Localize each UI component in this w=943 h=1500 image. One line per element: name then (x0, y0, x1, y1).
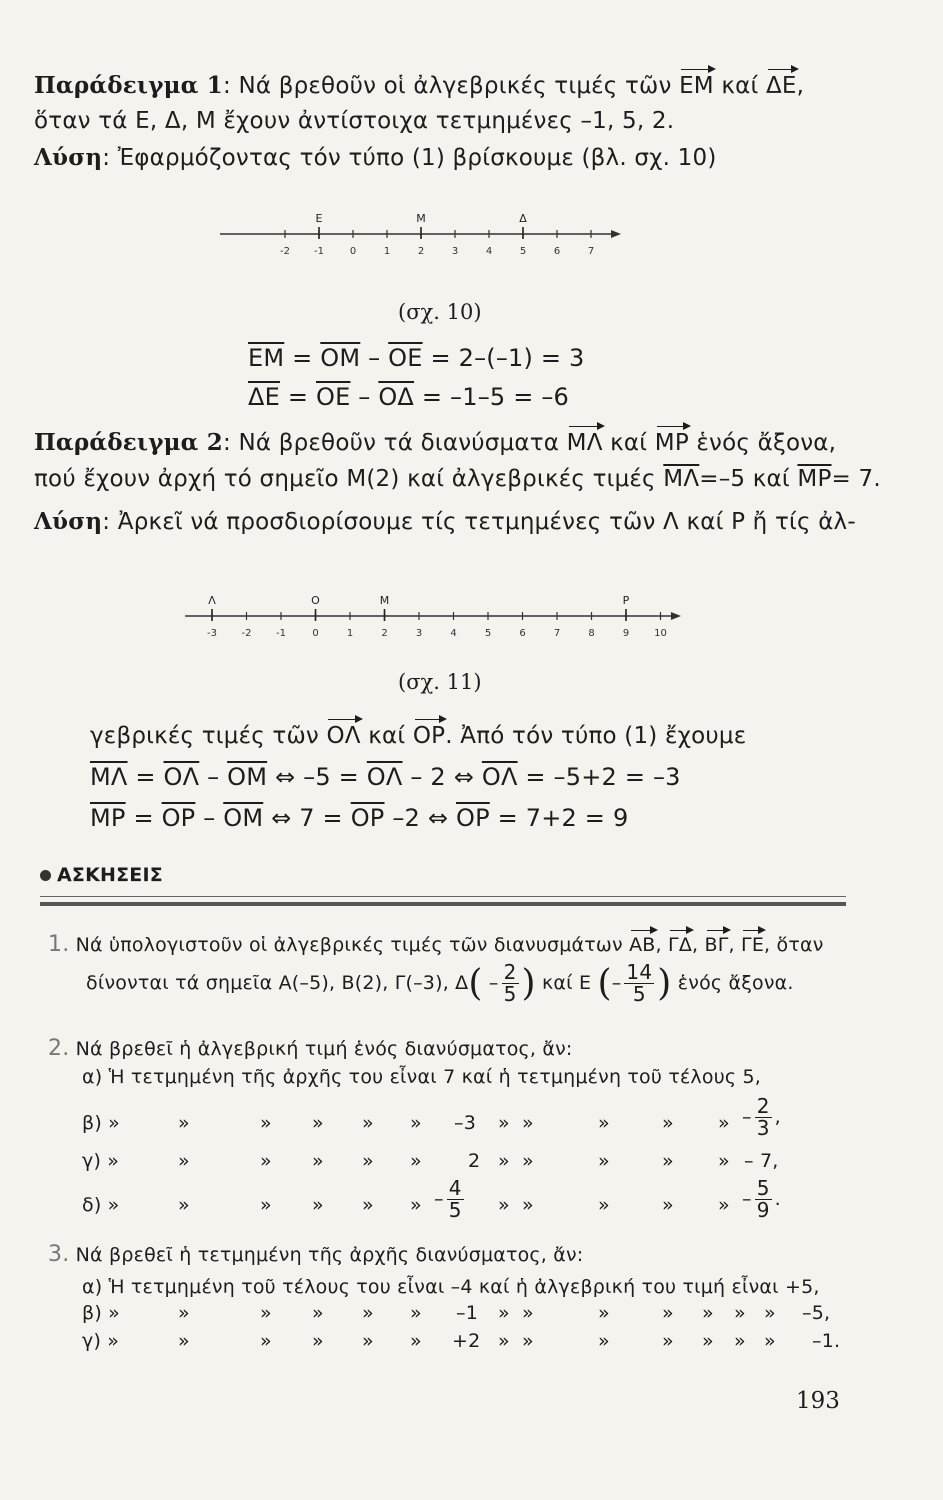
solution-text: : Ἐφαρμόζοντας τόν τύπο (1) βρίσκουμε (βλ. σχ. 10) (102, 145, 717, 171)
point-label: M (416, 212, 426, 225)
comma: , (796, 73, 805, 99)
ditto-mark: » (702, 1330, 714, 1352)
period: . (774, 1188, 781, 1210)
example2-line2-text: πού ἔχουν ἀρχή τό σημεῖο Μ(2) καί ἀλγεβρικές τιμές (34, 466, 656, 492)
ditto-mark: » (410, 1112, 422, 1134)
row-label: γ) » (82, 1150, 120, 1172)
equation-em (248, 344, 585, 372)
solution-label: Λύση (34, 508, 103, 535)
end-value: – 7, (744, 1150, 779, 1172)
example2-line4 (90, 723, 746, 749)
ditto-mark: » (764, 1330, 776, 1352)
ol-value: $\overline{O\Lambda}$ (366, 763, 403, 791)
ditto-mark: » (598, 1330, 610, 1352)
numerator: 2 (503, 960, 517, 984)
ditto-mark: » (178, 1112, 190, 1134)
exercise-3-intro (48, 1242, 583, 1267)
minus-sign: – (358, 383, 371, 411)
ditto-mark: » (362, 1112, 374, 1134)
end-value (742, 1096, 781, 1139)
ditto-mark: » (662, 1194, 674, 1216)
ditto-mark: » (312, 1112, 324, 1134)
example1-line2: ὅταν τά Ε, Δ, Μ ἔχουν ἀντίστοιχα τετμημένες –1, 5, 2. (34, 108, 675, 134)
ditto-mark: » (312, 1302, 324, 1324)
exercise-1-line2 (86, 962, 794, 1005)
line4-text-end: . Ἀπό τόν τύπο (1) ἔχουμε (445, 723, 747, 749)
and-word: καί (368, 723, 406, 749)
tick-label: -3 (207, 628, 217, 639)
equation-result: = 2–(–1) = 3 (430, 344, 585, 372)
op-value: $\overline{OP}$ (455, 804, 490, 832)
vector-ml: MΛ (566, 430, 603, 456)
eq-sign: = (133, 804, 154, 832)
tick-label: 2 (381, 628, 388, 639)
ditto-mark: » (178, 1330, 190, 1352)
paren: ( (597, 963, 612, 1004)
ditto-mark: » (598, 1194, 610, 1216)
tick-label: 6 (519, 628, 526, 639)
ditto-mark: » (598, 1302, 610, 1324)
exercise-3a: α) Ἡ τετμημένη τοῦ τέλους του εἶναι –4 καί ἡ ἀλγεβρική του τιμή εἶναι +5, (82, 1276, 820, 1298)
numerator: 4 (448, 1176, 462, 1200)
od-value: $\overline{O\Delta}$ (378, 383, 415, 411)
eq-sign: = (135, 763, 156, 791)
exercise-text-end: ἑνός ἄξονα. (677, 972, 794, 994)
axis-arrow-icon (611, 230, 621, 238)
ditto-mark: » (498, 1330, 510, 1352)
ditto-mark: » (522, 1112, 534, 1134)
exercise-text: Νά βρεθεῖ ἡ ἀλγεβρική τιμή ἑνός διανύσματος, ἄν: (75, 1038, 573, 1060)
eq-sign: = (292, 344, 313, 372)
ol-value: $\overline{O\Lambda}$ (163, 763, 200, 791)
tick-label: 3 (451, 246, 459, 257)
example2-text: : Νά βρεθοῦν τά διανύσματα (223, 430, 560, 456)
op-value: $\overline{OP}$ (350, 804, 385, 832)
ml-value: $\overline{M\Lambda}$ (663, 466, 700, 492)
tick-label: 1 (346, 628, 354, 639)
divider (40, 902, 846, 906)
exercise-2-intro (48, 1036, 573, 1061)
exercise-number: 3. (48, 1242, 70, 1267)
exercise-3b (82, 1302, 842, 1330)
ditto-mark: » (312, 1330, 324, 1352)
mp-value: $\overline{MP}$ (797, 466, 832, 492)
minus-sign: – (434, 1188, 444, 1210)
exercise-number: 2. (48, 1036, 70, 1061)
ditto-mark: » (410, 1302, 422, 1324)
point-label: M (379, 594, 390, 607)
ditto-mark: » (764, 1302, 776, 1324)
ditto-mark: » (662, 1302, 674, 1324)
equation-mid: – 2 (410, 763, 446, 791)
ditto-mark: » (718, 1112, 730, 1134)
exercise-number: 1. (48, 932, 70, 957)
vector-em: EM (679, 73, 714, 99)
ol-value: $\overline{O\Lambda}$ (481, 763, 518, 791)
vector-ol: OΛ (326, 723, 361, 749)
start-value: –3 (454, 1112, 476, 1134)
ditto-mark: » (260, 1302, 272, 1324)
equation-result: = –1–5 = –6 (421, 383, 570, 411)
exercise-1-line1 (48, 932, 824, 957)
equation-mp (90, 804, 628, 832)
numerator: 14 (626, 960, 653, 984)
value: +2 (452, 1330, 481, 1352)
figure-10-caption: (σχ. 10) (398, 300, 482, 324)
iff-sign: ⇔ (274, 763, 296, 791)
iff-sign: ⇔ (271, 804, 292, 832)
ditto-mark: » (522, 1302, 534, 1324)
equation-mid: 7 = (299, 804, 343, 832)
ml-number: =–5 καί (699, 466, 790, 492)
vector-bg: ΒΓ (704, 934, 729, 956)
om-value: $\overline{OM}$ (227, 763, 268, 791)
comma: , (764, 934, 771, 956)
tick-label: 1 (383, 246, 391, 257)
point-label: Δ (519, 212, 527, 225)
tick-label: -1 (276, 628, 286, 639)
denominator: 5 (632, 982, 646, 1006)
end-value: –1. (812, 1330, 841, 1352)
ditto-mark: » (498, 1112, 510, 1134)
vector-ab: AB (629, 934, 656, 956)
divider (40, 896, 846, 897)
page-number: 193 (796, 1388, 840, 1414)
ditto-mark: » (522, 1150, 534, 1172)
end-value (742, 1178, 781, 1221)
ditto-mark: » (362, 1150, 374, 1172)
tick-label: -1 (314, 246, 324, 257)
vector-de: ΔΕ (766, 73, 797, 99)
row-label: δ) » (82, 1194, 120, 1216)
exercise-text: Νά ὑπολογιστοῦν οἱ ἀλγεβρικές τιμές τῶν διανυσμάτων (75, 934, 623, 956)
equation-ml (90, 763, 681, 791)
tick-label: 0 (312, 628, 319, 639)
oe-value: $\overline{OE}$ (315, 383, 351, 411)
ditto-mark: » (410, 1330, 422, 1352)
ditto-mark: » (702, 1302, 714, 1324)
minus-sign: – (611, 972, 622, 994)
exercise-text: Νά βρεθεῖ ἡ τετμημένη τῆς ἀρχῆς διανύσματος, ἄν: (75, 1244, 584, 1266)
point-label: Λ (208, 594, 216, 607)
denominator: 5 (448, 1198, 462, 1222)
fraction (755, 1096, 772, 1139)
ditto-mark: » (312, 1150, 324, 1172)
ditto-mark: » (362, 1302, 374, 1324)
tick-label: 0 (349, 246, 357, 257)
example1-text: : Νά βρεθοῦν οἱ ἀλγεβρικές τιμές τῶν (223, 73, 672, 99)
exercises-heading-text: ΑΣΚΗΣΕΙΣ (57, 864, 163, 886)
ditto-mark: » (498, 1194, 510, 1216)
ditto-mark: » (260, 1150, 272, 1172)
tick-label: 3 (415, 628, 423, 639)
tick-label: 6 (553, 246, 561, 257)
op-value: $\overline{OP}$ (161, 804, 196, 832)
ditto-mark: » (178, 1150, 190, 1172)
comma: , (728, 934, 735, 956)
solution-text: : Ἀρκεῖ νά προσδιορίσουμε τίς τετμημένες τῶν Λ καί Ρ ἤ τίς ἀλ- (102, 509, 856, 535)
equation-result: = 7+2 = 9 (497, 804, 629, 832)
ditto-mark: » (718, 1150, 730, 1172)
ditto-mark: » (260, 1330, 272, 1352)
comma: , (655, 934, 662, 956)
em-value: $\overline{EM}$ (248, 344, 285, 372)
and-word: καί (610, 430, 648, 456)
equation-mid: –5 = (303, 763, 359, 791)
row-label: β) » (82, 1112, 121, 1134)
comma: , (692, 934, 699, 956)
ditto-mark: » (498, 1302, 510, 1324)
eq-sign: = (287, 383, 309, 411)
numerator: 2 (756, 1094, 770, 1118)
start-value: 2 (468, 1150, 481, 1172)
tick-label: 8 (588, 628, 595, 639)
row-label: β) » (82, 1302, 121, 1324)
tick-label: -2 (241, 628, 252, 639)
tick-label: 4 (485, 246, 493, 257)
ditto-mark: » (522, 1194, 534, 1216)
ditto-mark: » (734, 1330, 746, 1352)
paren: ( (468, 963, 483, 1004)
numerator: 5 (756, 1176, 770, 1200)
vector-gd: ΓΔ (668, 934, 693, 956)
example2-line1 (34, 429, 836, 456)
minus-sign: – (203, 804, 216, 832)
fraction (447, 1178, 464, 1221)
exercises-heading (40, 864, 163, 886)
ditto-mark: » (598, 1112, 610, 1134)
exercise-2c (82, 1150, 842, 1180)
minus-sign: – (368, 344, 381, 372)
point-label: P (622, 594, 630, 607)
example2-line2 (34, 466, 881, 492)
end-value: –5, (802, 1302, 831, 1324)
example2-solution (34, 508, 856, 535)
de-value: $\overline{\Delta E}$ (248, 383, 280, 411)
tick-label: 10 (654, 628, 667, 639)
solution-label: Λύση (34, 144, 103, 171)
ditto-mark: » (662, 1112, 674, 1134)
denominator: 9 (756, 1198, 770, 1222)
point-label: E (315, 212, 323, 225)
minus-sign: – (742, 1188, 752, 1210)
om-value: $\overline{OM}$ (320, 344, 361, 372)
minus-sign: – (207, 763, 220, 791)
axis-arrow-icon (671, 612, 681, 620)
number-line-figure-11 (180, 586, 690, 646)
equation-result: = –5+2 = –3 (525, 763, 681, 791)
fraction (502, 962, 519, 1005)
exercise-2b (82, 1094, 842, 1142)
paren: ) (657, 963, 672, 1004)
mp-number: = 7. (831, 466, 881, 492)
ditto-mark: » (260, 1112, 272, 1134)
ditto-mark: » (410, 1194, 422, 1216)
ditto-mark: » (662, 1150, 674, 1172)
mp-value: $\overline{MP}$ (90, 804, 126, 832)
ditto-mark: » (260, 1194, 272, 1216)
example1-label: Παράδειγμα 1 (34, 72, 223, 99)
example1-line1 (34, 72, 804, 99)
start-value (434, 1178, 467, 1221)
tick-label: 7 (553, 628, 561, 639)
row-label: γ) » (82, 1330, 120, 1352)
ditto-mark: » (498, 1150, 510, 1172)
and-word: καί (721, 73, 759, 99)
ditto-mark: » (662, 1330, 674, 1352)
minus-sign: – (742, 1106, 752, 1128)
oe-value: $\overline{OE}$ (388, 344, 423, 372)
exercise-3c (82, 1330, 842, 1358)
vector-mp: MP (654, 430, 689, 456)
comma: , (774, 1106, 781, 1128)
exercise-text: καί Ε (542, 972, 592, 994)
denominator: 5 (503, 982, 517, 1006)
tick-label: 5 (519, 246, 527, 257)
ditto-mark: » (734, 1302, 746, 1324)
paren: ) (521, 963, 536, 1004)
exercise-points: δίνονται τά σημεῖα Α(–5), Β(2), Γ(–3), Δ (86, 972, 469, 994)
tick-label: 5 (484, 628, 492, 639)
example2-text-end: ἑνός ἄξονα, (696, 430, 837, 456)
line4-text: γεβρικές τιμές τῶν (90, 723, 319, 749)
fraction (755, 1178, 772, 1221)
example1-solution (34, 144, 717, 171)
equation-de (248, 383, 569, 411)
example2-label: Παράδειγμα 2 (34, 429, 223, 456)
ditto-mark: » (598, 1150, 610, 1172)
tick-label: 4 (450, 628, 457, 639)
figure-11-caption: (σχ. 11) (398, 670, 482, 694)
tick-label: 9 (622, 628, 630, 639)
iff-sign: ⇔ (427, 804, 449, 832)
number-line-figure-10 (215, 204, 635, 264)
tick-label: 2 (417, 246, 425, 257)
exercise-2d (82, 1176, 842, 1224)
ditto-mark: » (522, 1330, 534, 1352)
point-label: O (311, 594, 320, 607)
vector-op: OP (412, 723, 446, 749)
minus-sign: – (488, 972, 499, 994)
bullet-icon (40, 870, 51, 881)
om-value: $\overline{OM}$ (223, 804, 264, 832)
denominator: 3 (756, 1116, 770, 1140)
iff-sign: ⇔ (453, 763, 475, 791)
equation-mid: –2 (392, 804, 420, 832)
ditto-mark: » (362, 1330, 374, 1352)
exercise-2a: α) Ἡ τετμημένη τῆς ἀρχῆς του εἶναι 7 καί ἡ τετμημένη τοῦ τέλους 5, (82, 1066, 762, 1088)
ditto-mark: » (312, 1194, 324, 1216)
tick-label: 7 (587, 246, 595, 257)
exercise-text-end: ὅταν (776, 934, 824, 956)
ditto-mark: » (178, 1302, 190, 1324)
fraction (624, 962, 654, 1005)
ditto-mark: » (410, 1150, 422, 1172)
vector-ge: ΓΕ (741, 934, 765, 956)
tick-label: -2 (280, 246, 290, 257)
ditto-mark: » (718, 1194, 730, 1216)
ditto-mark: » (178, 1194, 190, 1216)
value: –1 (456, 1302, 478, 1324)
ditto-mark: » (362, 1194, 374, 1216)
ml-value: $\overline{M\Lambda}$ (90, 763, 128, 791)
